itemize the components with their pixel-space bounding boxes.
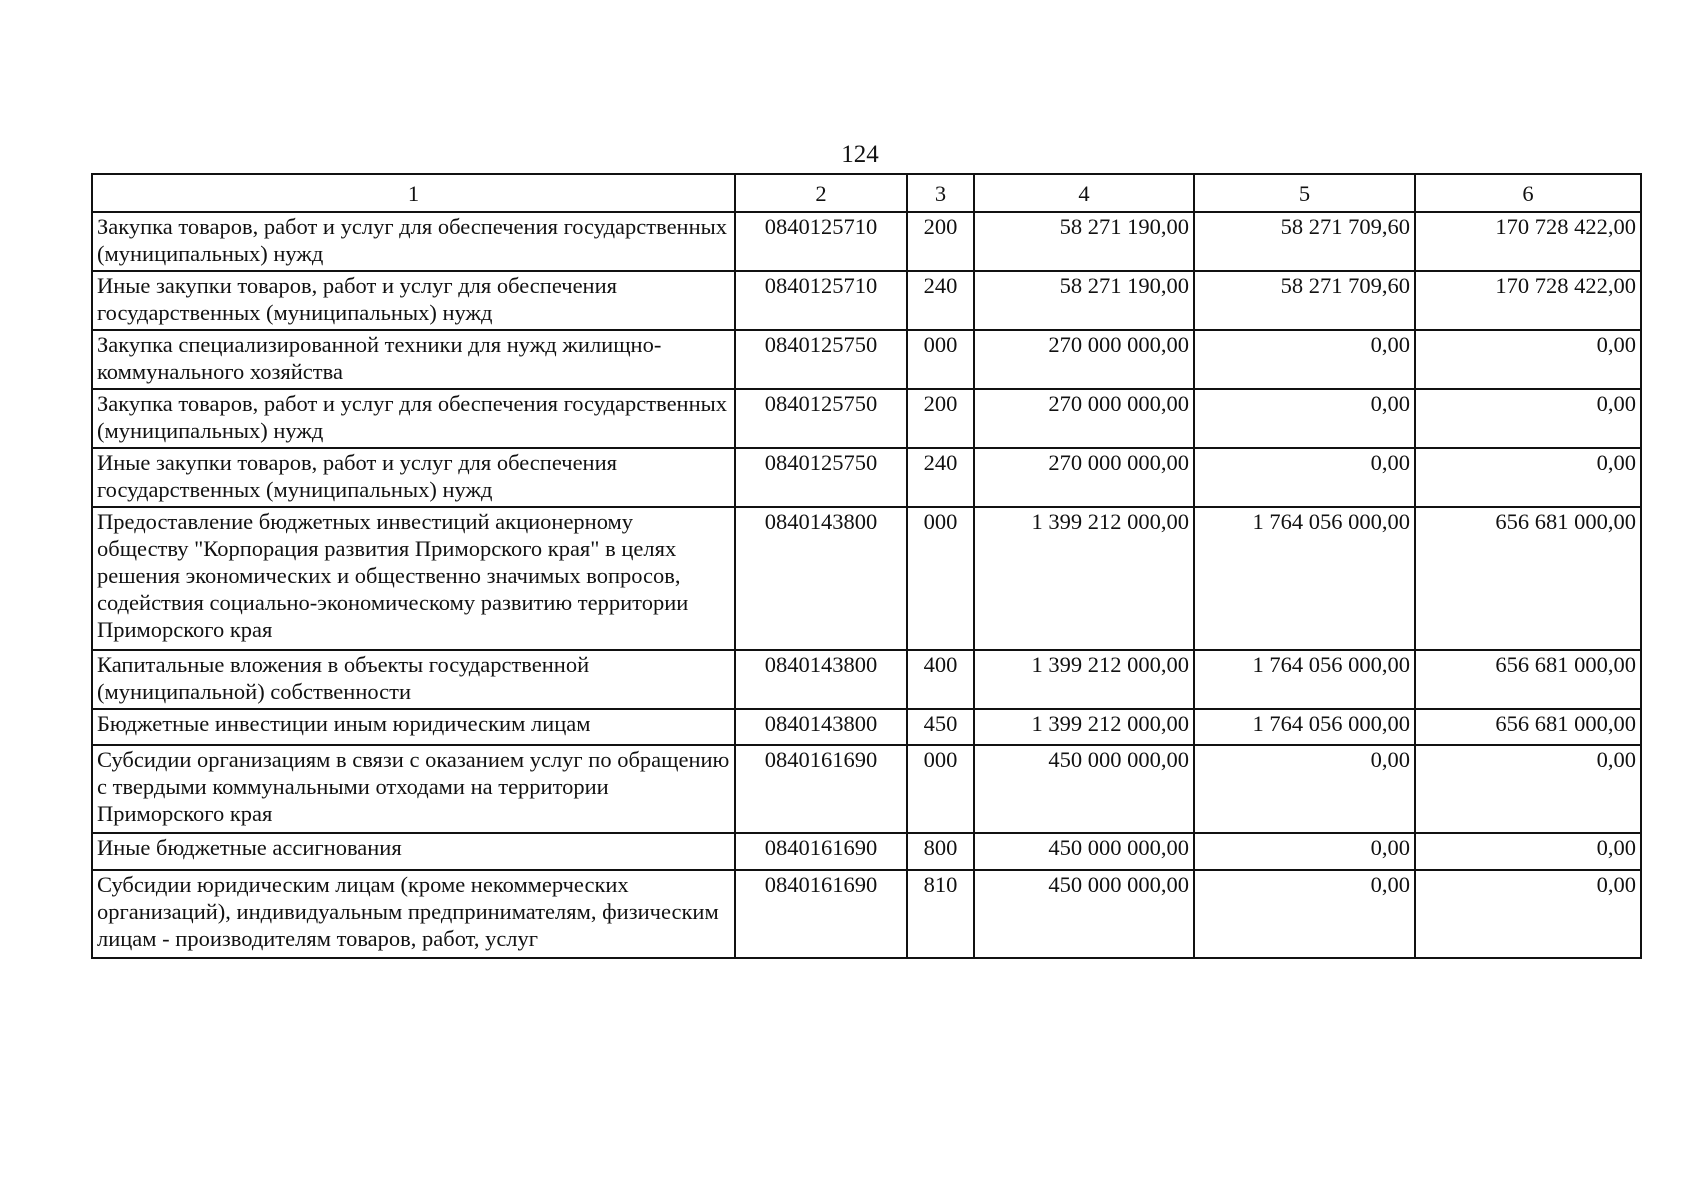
row-name: Субсидии организациям в связи с оказанием услуг по обращению с твердыми коммунальными отходами на территории Приморского края bbox=[92, 745, 735, 833]
table-row bbox=[92, 271, 1641, 330]
row-code: 0840143800 bbox=[735, 709, 907, 745]
row-type: 000 bbox=[907, 745, 974, 833]
row-amount-4: 450 000 000,00 bbox=[974, 870, 1194, 958]
row-name: Бюджетные инвестиции иным юридическим лицам bbox=[92, 709, 735, 745]
row-code: 0840161690 bbox=[735, 833, 907, 870]
row-amount-5: 0,00 bbox=[1194, 745, 1415, 833]
table-row bbox=[92, 745, 1641, 833]
row-code: 0840125750 bbox=[735, 330, 907, 389]
row-name: Закупка специализированной техники для нужд жилищно-коммунального хозяйства bbox=[92, 330, 735, 389]
table-row bbox=[92, 448, 1641, 507]
row-code: 0840161690 bbox=[735, 870, 907, 958]
row-amount-4: 450 000 000,00 bbox=[974, 833, 1194, 870]
row-amount-4: 1 399 212 000,00 bbox=[974, 507, 1194, 650]
row-type: 800 bbox=[907, 833, 974, 870]
row-amount-6: 170 728 422,00 bbox=[1415, 271, 1641, 330]
column-header: 5 bbox=[1194, 174, 1415, 212]
row-code: 0840143800 bbox=[735, 507, 907, 650]
column-header: 4 bbox=[974, 174, 1194, 212]
row-type: 450 bbox=[907, 709, 974, 745]
row-amount-4: 1 399 212 000,00 bbox=[974, 709, 1194, 745]
row-amount-6: 0,00 bbox=[1415, 389, 1641, 448]
row-amount-6: 0,00 bbox=[1415, 448, 1641, 507]
row-amount-6: 170 728 422,00 bbox=[1415, 212, 1641, 271]
row-type: 240 bbox=[907, 271, 974, 330]
row-amount-4: 270 000 000,00 bbox=[974, 448, 1194, 507]
table-header-row bbox=[92, 174, 1641, 212]
row-code: 0840125750 bbox=[735, 448, 907, 507]
row-code: 0840161690 bbox=[735, 745, 907, 833]
table-row bbox=[92, 389, 1641, 448]
row-type: 000 bbox=[907, 507, 974, 650]
row-amount-6: 0,00 bbox=[1415, 833, 1641, 870]
row-amount-5: 0,00 bbox=[1194, 448, 1415, 507]
table-row bbox=[92, 833, 1641, 870]
row-amount-4: 270 000 000,00 bbox=[974, 330, 1194, 389]
row-amount-6: 0,00 bbox=[1415, 330, 1641, 389]
row-name: Иные бюджетные ассигнования bbox=[92, 833, 735, 870]
row-amount-5: 0,00 bbox=[1194, 833, 1415, 870]
row-amount-5: 58 271 709,60 bbox=[1194, 271, 1415, 330]
row-amount-5: 58 271 709,60 bbox=[1194, 212, 1415, 271]
row-type: 000 bbox=[907, 330, 974, 389]
row-name: Иные закупки товаров, работ и услуг для обеспечения государственных (муниципальных) нужд bbox=[92, 448, 735, 507]
row-name: Закупка товаров, работ и услуг для обеспечения государственных (муниципальных) нужд bbox=[92, 389, 735, 448]
table-row bbox=[92, 870, 1641, 958]
row-amount-5: 1 764 056 000,00 bbox=[1194, 507, 1415, 650]
row-amount-6: 656 681 000,00 bbox=[1415, 507, 1641, 650]
row-type: 810 bbox=[907, 870, 974, 958]
column-header: 1 bbox=[92, 174, 735, 212]
row-amount-4: 450 000 000,00 bbox=[974, 745, 1194, 833]
row-amount-6: 656 681 000,00 bbox=[1415, 650, 1641, 709]
row-amount-5: 0,00 bbox=[1194, 389, 1415, 448]
row-code: 0840143800 bbox=[735, 650, 907, 709]
row-amount-5: 0,00 bbox=[1194, 870, 1415, 958]
budget-table bbox=[91, 173, 1642, 959]
column-header: 2 bbox=[735, 174, 907, 212]
row-amount-6: 0,00 bbox=[1415, 870, 1641, 958]
table-row bbox=[92, 709, 1641, 745]
row-amount-5: 0,00 bbox=[1194, 330, 1415, 389]
row-name: Иные закупки товаров, работ и услуг для обеспечения государственных (муниципальных) нужд bbox=[92, 271, 735, 330]
table-row bbox=[92, 212, 1641, 271]
row-amount-6: 0,00 bbox=[1415, 745, 1641, 833]
table-row bbox=[92, 330, 1641, 389]
row-code: 0840125710 bbox=[735, 212, 907, 271]
row-type: 200 bbox=[907, 212, 974, 271]
row-amount-6: 656 681 000,00 bbox=[1415, 709, 1641, 745]
row-code: 0840125750 bbox=[735, 389, 907, 448]
row-code: 0840125710 bbox=[735, 271, 907, 330]
row-amount-4: 58 271 190,00 bbox=[974, 271, 1194, 330]
table-row bbox=[92, 650, 1641, 709]
row-amount-4: 1 399 212 000,00 bbox=[974, 650, 1194, 709]
page-number: 124 bbox=[841, 141, 879, 168]
row-name: Предоставление бюджетных инвестиций акционерному обществу "Корпорация развития Приморского края" в целях решения экономических и общественно значимых вопросов, содействия социально-экономическому развитию территории Приморского края bbox=[92, 507, 735, 650]
row-amount-4: 270 000 000,00 bbox=[974, 389, 1194, 448]
row-type: 200 bbox=[907, 389, 974, 448]
row-amount-5: 1 764 056 000,00 bbox=[1194, 709, 1415, 745]
table-row bbox=[92, 507, 1641, 650]
row-name: Закупка товаров, работ и услуг для обеспечения государственных (муниципальных) нужд bbox=[92, 212, 735, 271]
row-type: 240 bbox=[907, 448, 974, 507]
column-header: 6 bbox=[1415, 174, 1641, 212]
column-header: 3 bbox=[907, 174, 974, 212]
row-name: Капитальные вложения в объекты государственной (муниципальной) собственности bbox=[92, 650, 735, 709]
row-type: 400 bbox=[907, 650, 974, 709]
row-amount-4: 58 271 190,00 bbox=[974, 212, 1194, 271]
row-amount-5: 1 764 056 000,00 bbox=[1194, 650, 1415, 709]
row-name: Субсидии юридическим лицам (кроме некоммерческих организаций), индивидуальным предпринимателям, физическим лицам - производителям товаров, работ, услуг bbox=[92, 870, 735, 958]
